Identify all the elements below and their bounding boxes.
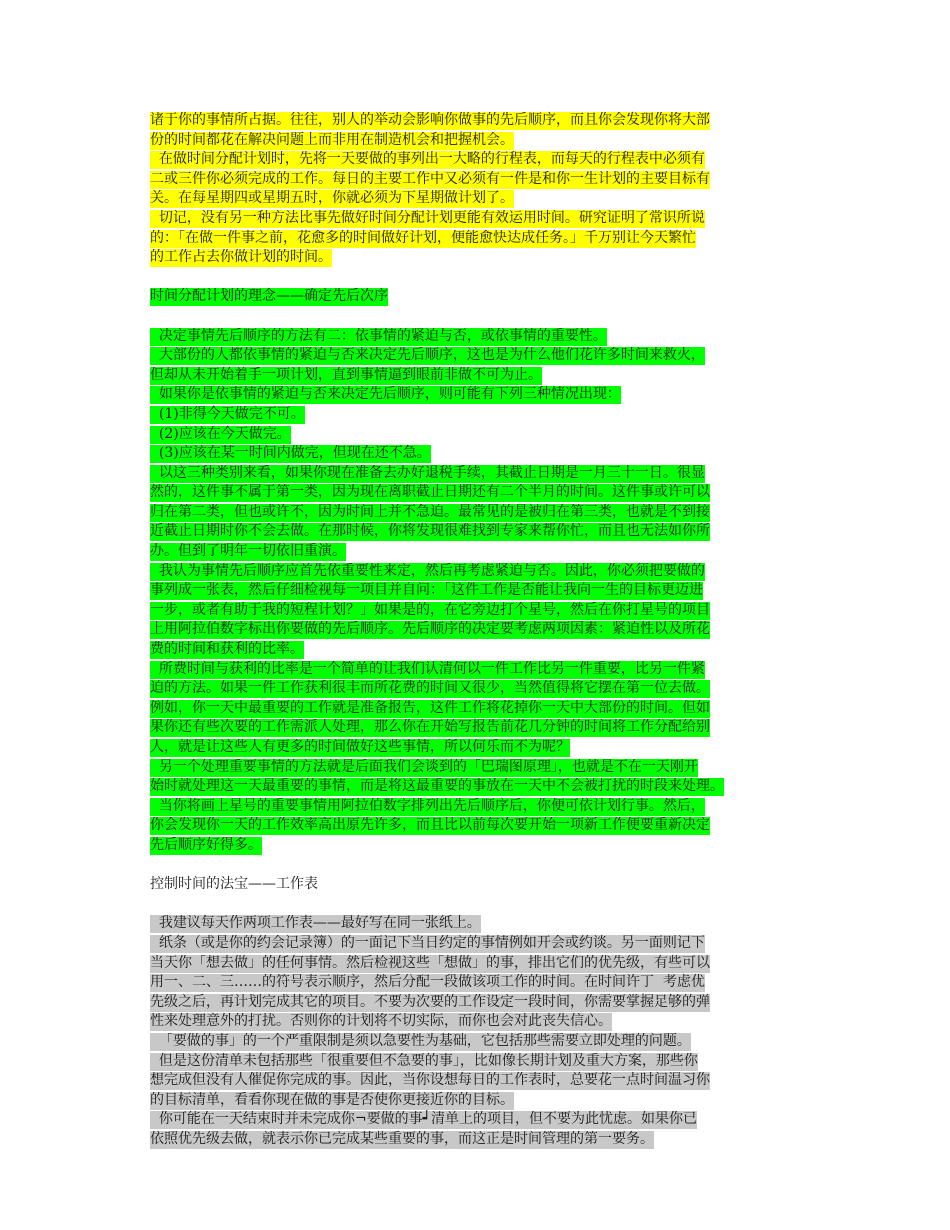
line-text: 例如，你一天中最重要的工作就是准备报告，这件工作将花掉你一天中大部份的时间。但如 <box>150 699 710 716</box>
paragraph-gap <box>150 895 812 915</box>
line-text: 份的时间都花在解决问题上而非用在制造机会和把握机会。 <box>150 131 514 148</box>
line-text: 以这三种类别来看，如果你现在准备去办好退税手续，其截止日期是一月三十一日。很显 <box>150 464 705 481</box>
text-line <box>150 346 812 366</box>
text-line <box>150 425 812 445</box>
line-text: 迫的方法。如果一件工作获利很丰而所花费的时间又很少，当然值得将它摆在第一位去做。 <box>150 680 710 697</box>
line-text: 近截止日期时你不会去做。在那时候，你将发现很难找到专家来帮你忙，而且也无法如你所 <box>150 523 710 540</box>
text-line <box>150 973 812 993</box>
line-text: 纸条（或是你的约会记录簿）的一面记下当日约定的事情例如开会或约谈。另一面则记下 <box>150 934 705 951</box>
line-text: 依照优先级去做，就表示你已完成某些重要的事，而这正是时间管理的第一要务。 <box>150 1130 654 1147</box>
heading-text: 控制时间的法宝——工作表 <box>150 876 318 893</box>
line-text: 「要做的事」的一个严重限制是须以急要性为基础，它包括那些需要立即处理的问题。 <box>150 1032 691 1049</box>
line-text: 性来处理意外的打扰。否则你的计划将不切实际，而你也会对此丧失信心。 <box>150 1013 612 1030</box>
text-line <box>150 679 812 699</box>
text-line <box>150 1110 812 1130</box>
section-heading-worksheet <box>150 875 812 895</box>
line-text: 上用阿拉伯数字标出你要做的先后顺序。先后顺序的决定要考虑两项因素：紧迫性以及所花 <box>150 621 710 638</box>
text-line <box>150 503 812 523</box>
line-text: 事列成一张表，然后仔细检视每一项目并自问：「这件工作是否能让我向一生的目标更迈进 <box>150 582 703 599</box>
paragraph-gap <box>150 856 812 876</box>
line-text: 办。但到了明年一切依旧重演。 <box>150 543 346 560</box>
line-text: 如果你是依事情的紧迫与否来决定先后顺序，则可能有下列三种情况出现： <box>150 386 621 403</box>
text-line <box>150 738 812 758</box>
text-line <box>150 797 812 817</box>
text-line <box>150 1071 812 1091</box>
line-text: 你会发现你一天的工作效率高出原先许多，而且比以前每次要开始一项新工作便要重新决定 <box>150 817 710 834</box>
paragraph-gap <box>150 268 812 288</box>
text-line <box>150 777 812 797</box>
line-text: 一步，或者有助于我的短程计划？」如果是的，在它旁边打个星号，然后在你打星号的项目 <box>150 601 710 618</box>
line-text: 所费时间与获利的比率是一个简单的让我们认清何以一件工作比另一件重要，比另一件紧 <box>150 660 705 677</box>
text-line <box>150 1091 812 1111</box>
document-body <box>150 111 812 1149</box>
text-line <box>150 581 812 601</box>
text-line <box>150 542 812 562</box>
line-text: (1)非得今天做完不可。 <box>150 405 305 422</box>
line-text: 但却从未开始着手一项计划，直到事情逼到眼前非做不可为止。 <box>150 366 542 383</box>
text-line <box>150 170 812 190</box>
text-line <box>150 522 812 542</box>
line-text: 但是这份清单未包括那些「很重要但不急要的事」，比如像长期计划及重大方案，那些你 <box>150 1052 698 1069</box>
text-line <box>150 758 812 778</box>
text-line <box>150 1032 812 1052</box>
text-line <box>150 444 812 464</box>
text-line <box>150 914 812 934</box>
text-line <box>150 150 812 170</box>
text-line <box>150 816 812 836</box>
line-text: 二或三件你必须完成的工作。每日的主要工作中又必须有一件是和你一生计划的主要目标有 <box>150 170 710 187</box>
text-line <box>150 327 812 347</box>
line-text: (3)应该在某一时间内做完，但现在还不急。 <box>150 445 431 462</box>
text-line <box>150 993 812 1013</box>
text-line <box>150 699 812 719</box>
text-line <box>150 111 812 131</box>
line-text: 的：「在做一件事之前，花愈多的时间做好计划，便能愈快达成任务。」千万别让今天繁忙 <box>150 229 696 246</box>
line-text: 用一、二、三……的符号表示顺序，然后分配一段做该项工作的时间。在时间许丁 考虑优 <box>150 974 705 991</box>
line-text: (2)应该在今天做完。 <box>150 425 291 442</box>
text-line <box>150 229 812 249</box>
text-line <box>150 562 812 582</box>
text-line <box>150 640 812 660</box>
text-line <box>150 1012 812 1032</box>
text-line <box>150 954 812 974</box>
line-text: 当你将画上星号的重要事情用阿拉伯数字排列出先后顺序后，你便可依计划行事。然后， <box>150 797 705 814</box>
line-text: 关。在每星期四或星期五时，你就必须为下星期做计划了。 <box>150 190 514 207</box>
text-line <box>150 601 812 621</box>
section-heading-priorities <box>150 287 812 307</box>
text-line <box>150 189 812 209</box>
section-worksheet-body <box>150 914 812 1149</box>
text-line <box>150 836 812 856</box>
text-line <box>150 934 812 954</box>
text-line <box>150 131 812 151</box>
text-line <box>150 405 812 425</box>
text-line <box>150 385 812 405</box>
line-text: 当天你「想去做」的任何事情。然后检视这些「想做」的事，排出它们的优先级，有些可以 <box>150 954 710 971</box>
line-text: 先后顺序好得多。 <box>150 836 262 853</box>
line-text: 诸于你的事情所占据。往往，别人的举动会影响你做事的先后顺序，而且你会发现你将大部 <box>150 112 710 128</box>
line-text: 人，就是让这些人有更多的时间做好这些事情，所以何乐而不为呢？ <box>150 739 570 755</box>
line-text: 费的时间和获利的比率。 <box>150 641 304 658</box>
line-text: 你可能在一天结束时并未完成你¬要做的事┙清单上的项目，但不要为此忧虑。如果你已 <box>150 1111 698 1128</box>
text-line <box>150 483 812 503</box>
text-line <box>150 1130 812 1150</box>
line-text: 先级之后，再计划完成其它的项目。不要为次要的工作设定一段时间，你需要掌握足够的弹 <box>150 993 710 1010</box>
section-time-allocation-intro <box>150 111 812 268</box>
line-text: 的目标清单，看看你现在做的事是否使你更接近你的目标。 <box>150 1091 514 1108</box>
text-line <box>150 660 812 680</box>
line-text: 的工作占去你做计划的时间。 <box>150 249 332 266</box>
line-text: 我建议每天作两项工作表——最好写在同一张纸上。 <box>150 915 481 932</box>
section-priorities-body <box>150 327 812 856</box>
line-text: 然的，这件事不属于第一类，因为现在离职截止日期还有二个半月的时间。这件事或许可以 <box>150 484 710 501</box>
text-line <box>150 620 812 640</box>
paragraph-gap <box>150 307 812 327</box>
line-text: 我认为事情先后顺序应首先依重要性来定，然后再考虑紧迫与否。因此，你必须把要做的 <box>150 562 705 579</box>
text-line <box>150 464 812 484</box>
line-text: 在做时间分配计划时，先将一天要做的事列出一大略的行程表，而每天的行程表中必须有 <box>150 151 705 168</box>
line-text: 归在第二类，但也或许不，因为时间上并不急迫。最常见的是被归在第三类，也就是不到接 <box>150 503 710 520</box>
heading-text: 时间分配计划的理念——确定先后次序 <box>150 288 388 305</box>
text-line <box>150 248 812 268</box>
line-text: 大部份的人都依事情的紧迫与否来决定先后顺序，这也是为什么他们花许多时间来救火， <box>150 347 705 364</box>
line-text: 始时就处理这一天最重要的事情，而是将这最重要的事放在一天中不会被打扰的时段来处理。 <box>150 778 724 795</box>
line-text: 另一个处理重要事情的方法就是后面我们会谈到的「巴瑞图原理」，也就是不在一天刚开 <box>150 758 698 775</box>
text-line <box>150 1052 812 1072</box>
line-text: 决定事情先后顺序的方法有二：依事情的紧迫与否，或依事情的重要性。 <box>150 327 607 344</box>
text-line <box>150 718 812 738</box>
text-line <box>150 366 812 386</box>
text-line <box>150 209 812 229</box>
line-text: 切记，没有另一种方法比事先做好时间分配计划更能有效运用时间。研究证明了常识所说 <box>150 209 705 226</box>
line-text: 想完成但没有人催促你完成的事。因此，当你设想每日的工作表时，总要花一点时间温习你 <box>150 1072 710 1089</box>
line-text: 果你还有些次要的工作需派人处理，那么你在开始写报告前花几分钟的时间将工作分配给别 <box>150 719 710 736</box>
